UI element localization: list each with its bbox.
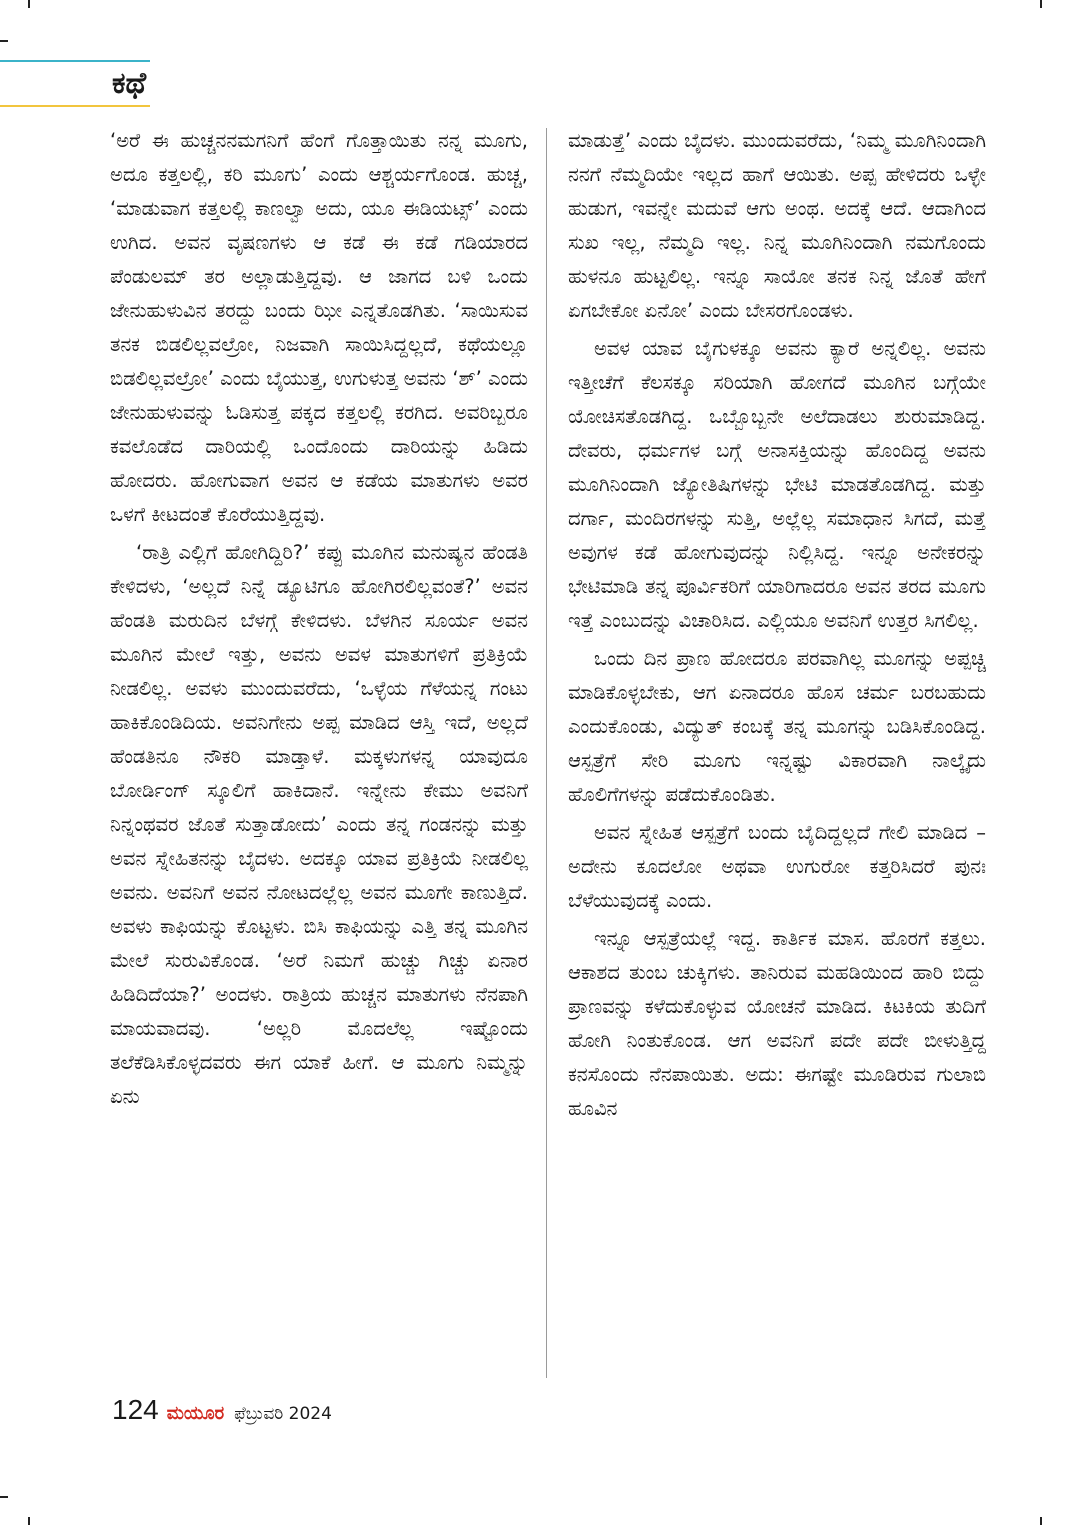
paragraph: ‘ರಾತ್ರಿ ಎಲ್ಲಿಗೆ ಹೋಗಿದ್ದಿರಿ?’ ಕಪ್ಪು ಮೂಗಿನ ಮನುಷ್ಯನ ಹೆಂಡತಿ ಕೇಳಿದಳು, ‘ಅಲ್ಲದೆ ನಿನ್ನೆ ಡ್ಯೂಟಿಗೂ ಹೋಗಿರಲಿಲ್ಲವಂತೆ?’ ಅವನ ಹೆಂಡತಿ ಮರುದಿನ ಬೆಳಗ್ಗೆ ಕೇಳಿದಳು. ಬೆಳಗಿನ ಸೂರ್ಯ ಅವನ ಮೂಗಿನ ಮೇಲೆ ಇತ್ತು, ಅವನು ಅವಳ ಮಾತುಗಳಿಗೆ ಪ್ರತಿಕ್ರಿಯೆ ನೀಡಲಿಲ್ಲ. ಅವಳು ಮುಂದುವರೆದು, ‘ಒಳ್ಳೆಯ ಗೆಳೆಯನ್ನ ಗಂಟು ಹಾಕಿಕೊಂಡಿದಿಯ. ಅವನಿಗೇನು ಅಪ್ಪ ಮಾಡಿದ ಆಸ್ತಿ ಇದೆ, ಅಲ್ಲದೆ ಹೆಂಡತಿನೂ ನೌಕರಿ ಮಾಡ್ತಾಳೆ. ಮಕ್ಕಳುಗಳನ್ನ ಯಾವುದೂ ಬೋರ್ಡಿಂಗ್ ಸ್ಕೂಲಿಗೆ ಹಾಕಿದಾನೆ. ಇನ್ನೇನು ಕೇಮು ಅವನಿಗೆ ನಿನ್ನಂಥವರ ಜೊತೆ ಸುತ್ತಾಡೋದು’ ಎಂದು ತನ್ನ ಗಂಡನನ್ನು ಮತ್ತು ಅವನ ಸ್ನೇಹಿತನನ್ನು ಬೈದಳು. ಅದಕ್ಕೂ ಯಾವ ಪ್ರತಿಕ್ರಿಯೆ ನೀಡಲಿಲ್ಲ ಅವನು. ಅವನಿಗೆ ಅವನ ನೋಟದಲ್ಲೆಲ್ಲ ಅವನ ಮೂಗೇ ಕಾಣುತ್ತಿದೆ. ಅವಳು ಕಾಫಿಯನ್ನು ಕೊಟ್ಟಳು. ಬಿಸಿ ಕಾಫಿಯನ್ನು ಎತ್ತಿ ತನ್ನ ಮೂಗಿನ ಮೇಲೆ ಸುರುವಿಕೊಂಡ. ‘ಅರೆ ನಿಮಗೆ ಹುಚ್ಚು ಗಿಚ್ಚು ಏನಾರ ಹಿಡಿದಿದೆಯಾ?’ ಅಂದಳು. ರಾತ್ರಿಯ ಹುಚ್ಚನ ಮಾತುಗಳು ನೆನಪಾಗಿ ಮಾಯವಾದವು. ‘ಅಲ್ಲರಿ ಮೊದಲೆಲ್ಲ ಇಷ್ಟೊಂದು ತಲೆಕೆಡಿಸಿಕೊಳ್ಳದವರು ಈಗ ಯಾಕೆ ಹೀಗೆ. ಆ ಮೂಗು ನಿಮ್ಮನ್ನು ಏನು <box>110 541 528 1108</box>
crop-mark-bottom-left <box>28 1517 30 1525</box>
crop-mark-bottom-right <box>1040 1517 1042 1525</box>
column-divider <box>546 128 547 1378</box>
crop-mark-left-lower <box>0 1496 8 1498</box>
header-rule-top <box>0 60 150 62</box>
crop-mark-top-right <box>1040 0 1042 8</box>
issue-date: ಫೆಬ್ರುವರಿ 2024 <box>234 1404 332 1424</box>
paragraph: ಅವನ ಸ್ನೇಹಿತ ಆಸ್ಪತ್ರೆಗೆ ಬಂದು ಬೈದಿದ್ದಲ್ಲದೆ ಗೇಲಿ ಮಾಡಿದ –ಅದೇನು ಕೂದಲೋ ಅಥವಾ ಉಗುರೋ ಕತ್ತರಿಸಿದರೆ ಪುನಃ ಬೆಳೆಯುವುದಕ್ಕೆ ಎಂದು. <box>568 821 986 912</box>
left-column <box>110 124 528 1384</box>
section-title: ಕಥೆ <box>112 66 147 101</box>
right-column <box>568 124 986 1384</box>
magazine-logo: ಮಯೂರ <box>166 1403 225 1424</box>
page-footer <box>112 1394 332 1428</box>
paragraph: ‘ಅರೆ ಈ ಹುಚ್ಚನನಮಗನಿಗೆ ಹೆಂಗೆ ಗೊತ್ತಾಯಿತು ನನ್ನ ಮೂಗು, ಅದೂ ಕತ್ತಲಲ್ಲಿ, ಕರಿ ಮೂಗು’ ಎಂದು ಆಶ್ಚರ್ಯಗೊಂಡ. ಹುಚ್ಚ, ‘ಮಾಡುವಾಗ ಕತ್ತಲಲ್ಲಿ ಕಾಣಲ್ವಾ ಅದು, ಯೂ ಈಡಿಯಟ್ಸ್’ ಎಂದು ಉಗಿದ. ಅವನ ವೃಷಣಗಳು ಆ ಕಡೆ ಈ ಕಡೆ ಗಡಿಯಾರದ ಪೆಂಡುಲಮ್ ತರ ಅಲ್ಲಾಡುತ್ತಿದ್ದವು. ಆ ಜಾಗದ ಬಳಿ ಒಂದು ಜೇನುಹುಳುವಿನ ತರದ್ದು ಬಂದು ಝೀ ಎನ್ನತೊಡಗಿತು. ‘ಸಾಯಿಸುವ ತನಕ ಬಿಡಲಿಲ್ಲವಲ್ರೋ, ನಿಜವಾಗಿ ಸಾಯಿಸಿದ್ದಲ್ಲದೆ, ಕಥೆಯಲ್ಲೂ ಬಿಡಲಿಲ್ಲವಲ್ರೋ’ ಎಂದು ಬೈಯುತ್ತ, ಉಗುಳುತ್ತ ಅವನು ‘ಶ್’ ಎಂದು ಜೇನುಹುಳುವನ್ನು ಓಡಿಸುತ್ತ ಪಕ್ಕದ ಕತ್ತಲಲ್ಲಿ ಕರಗಿದ. ಅವರಿಬ್ಬರೂ ಕವಲೊಡೆದ ದಾರಿಯಲ್ಲಿ ಒಂದೊಂದು ದಾರಿಯನ್ನು ಹಿಡಿದು ಹೋದರು. ಹೋಗುವಾಗ ಅವನ ಆ ಕಡೆಯ ಮಾತುಗಳು ಅವರ ಒಳಗೆ ಕೀಟದಂತೆ ಕೊರೆಯುತ್ತಿದ್ದವು. <box>110 129 528 526</box>
paragraph: ಮಾಡುತ್ತೆ’ ಎಂದು ಬೈದಳು. ಮುಂದುವರೆದು, ‘ನಿಮ್ಮ ಮೂಗಿನಿಂದಾಗಿ ನನಗೆ ನೆಮ್ಮದಿಯೇ ಇಲ್ಲದ ಹಾಗೆ ಆಯಿತು. ಅಪ್ಪ ಹೇಳಿದರು ಒಳ್ಳೇ ಹುಡುಗ, ಇವನ್ನೇ ಮದುವೆ ಆಗು ಅಂಥ. ಅದಕ್ಕೆ ಆದೆ. ಆದಾಗಿಂದ ಸುಖ ಇಲ್ಲ, ನೆಮ್ಮದಿ ಇಲ್ಲ. ನಿನ್ನ ಮೂಗಿನಿಂದಾಗಿ ನಮಗೊಂದು ಹುಳನೂ ಹುಟ್ಟಲಿಲ್ಲ. ಇನ್ನೂ ಸಾಯೋ ತನಕ ನಿನ್ನ ಜೊತೆ ಹೇಗೆ ಏಗಬೇಕೋ ಏನೋ’ ಎಂದು ಬೇಸರಗೊಂಡಳು. <box>568 129 986 322</box>
paragraph: ಅವಳ ಯಾವ ಬೈಗುಳಕ್ಕೂ ಅವನು ಕ್ಯಾರೆ ಅನ್ನಲಿಲ್ಲ. ಅವನು ಇತ್ತೀಚೆಗೆ ಕೆಲಸಕ್ಕೂ ಸರಿಯಾಗಿ ಹೋಗದೆ ಮೂಗಿನ ಬಗ್ಗೆಯೇ ಯೋಚಿಸತೊಡಗಿದ್ದ. ಒಬ್ಬೊಬ್ಬನೇ ಅಲೆದಾಡಲು ಶುರುಮಾಡಿದ್ದ. ದೇವರು, ಧರ್ಮಗಳ ಬಗ್ಗೆ ಅನಾಸಕ್ತಿಯನ್ನು ಹೊಂದಿದ್ದ ಅವನು ಮೂಗಿನಿಂದಾಗಿ ಜ್ಯೋತಿಷಿಗಳನ್ನು ಭೇಟಿ ಮಾಡತೊಡಗಿದ್ದ. ಮತ್ತು ದರ್ಗಾ, ಮಂದಿರಗಳನ್ನು ಸುತ್ತಿ, ಅಲ್ಲೆಲ್ಲ ಸಮಾಧಾನ ಸಿಗದೆ, ಮತ್ತೆ ಅವುಗಳ ಕಡೆ ಹೋಗುವುದನ್ನು ನಿಲ್ಲಿಸಿದ್ದ. ಇನ್ನೂ ಅನೇಕರನ್ನು ಭೇಟಿಮಾಡಿ ತನ್ನ ಪೂರ್ವಿಕರಿಗೆ ಯಾರಿಗಾದರೂ ಅವನ ತರದ ಮೂಗು ಇತ್ತೆ ಎಂಬುದನ್ನು ವಿಚಾರಿಸಿದ. ಎಲ್ಲಿಯೂ ಅವನಿಗೆ ಉತ್ತರ ಸಿಗಲಿಲ್ಲ. <box>568 337 986 632</box>
paragraph: ಇನ್ನೂ ಆಸ್ಪತ್ರೆಯಲ್ಲೆ ಇದ್ದ. ಕಾರ್ತಿಕ ಮಾಸ. ಹೊರಗೆ ಕತ್ತಲು. ಆಕಾಶದ ತುಂಬ ಚುಕ್ಕಿಗಳು. ತಾನಿರುವ ಮಹಡಿಯಿಂದ ಹಾರಿ ಬಿದ್ದು ಪ್ರಾಣವನ್ನು ಕಳೆದುಕೊಳ್ಳುವ ಯೋಚನೆ ಮಾಡಿದ. ಕಿಟಕಿಯ ತುದಿಗೆ ಹೋಗಿ ನಿಂತುಕೊಂಡ. ಆಗ ಅವನಿಗೆ ಪದೇ ಪದೇ ಬೀಳುತ್ತಿದ್ದ ಕನಸೊಂದು ನೆನಪಾಯಿತು. ಅದು: ಈಗಷ್ಟೇ ಮೂಡಿರುವ ಗುಲಾಬಿ ಹೂವಿನ <box>568 927 986 1120</box>
crop-mark-top-left <box>28 0 30 8</box>
paragraph: ಒಂದು ದಿನ ಪ್ರಾಣ ಹೋದರೂ ಪರವಾಗಿಲ್ಲ ಮೂಗನ್ನು ಅಪ್ಪಚ್ಚಿ ಮಾಡಿಕೊಳ್ಳಬೇಕು, ಆಗ ಏನಾದರೂ ಹೊಸ ಚರ್ಮ ಬರಬಹುದು ಎಂದುಕೊಂಡು, ವಿದ್ಯುತ್ ಕಂಬಕ್ಕೆ ತನ್ನ ಮೂಗನ್ನು ಬಡಿಸಿಕೊಂಡಿದ್ದ. ಆಸ್ಪತ್ರೆಗೆ ಸೇರಿ ಮೂಗು ಇನ್ನಷ್ಟು ವಿಕಾರವಾಗಿ ನಾಲ್ಕೈದು ಹೊಲಿಗೆಗಳನ್ನು ಪಡೆದುಕೊಂಡಿತು. <box>568 647 986 806</box>
header-rule-bottom <box>0 105 150 107</box>
page-number: 124 <box>112 1394 159 1425</box>
crop-mark-left-upper <box>0 40 8 42</box>
